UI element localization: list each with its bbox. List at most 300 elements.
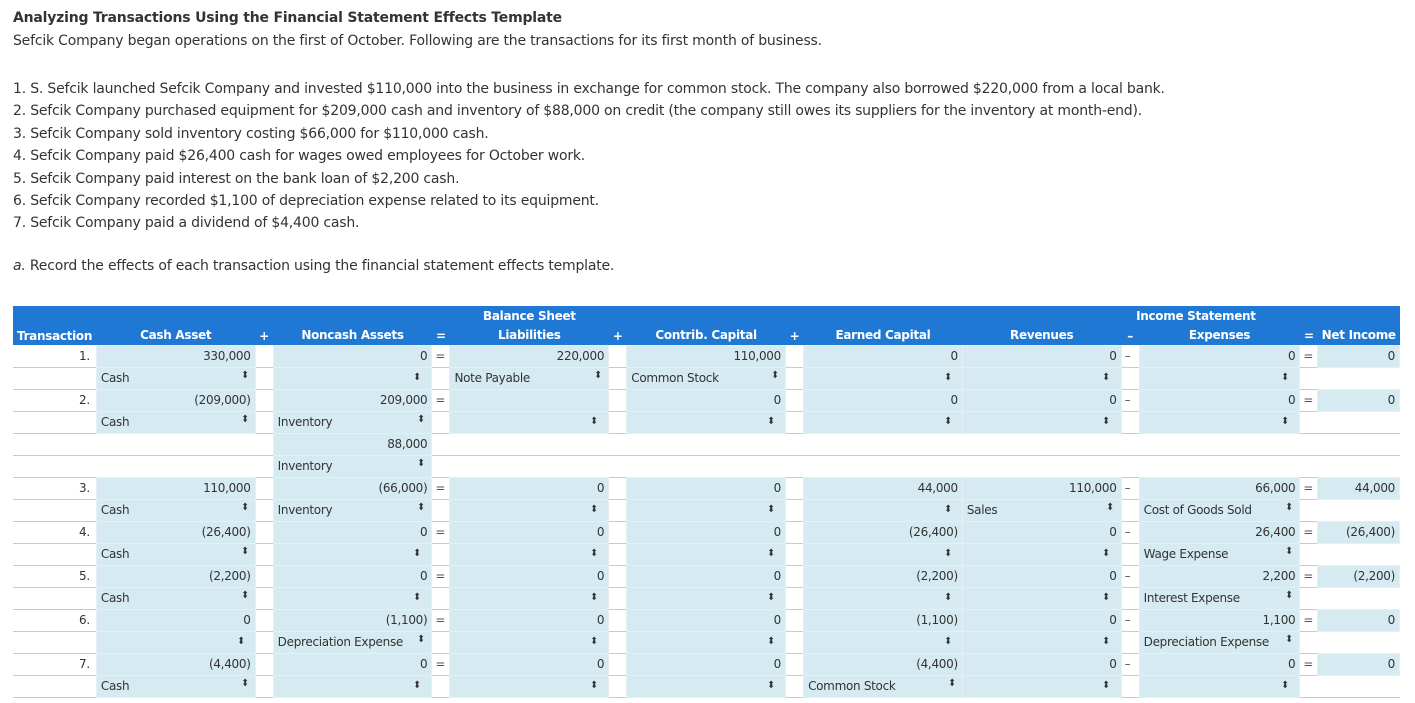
- revenues-account-select[interactable]: [962, 367, 1121, 389]
- stepper-icon[interactable]: ⬍: [1285, 546, 1293, 557]
- liabilities-input[interactable]: 0: [450, 565, 609, 587]
- net-income-input[interactable]: 0: [1318, 653, 1400, 675]
- spacer: [785, 521, 803, 543]
- liabilities-account-select[interactable]: [450, 587, 609, 609]
- cash-account-select[interactable]: [96, 411, 255, 433]
- net-income-input[interactable]: 0: [1318, 345, 1400, 367]
- transaction-number: 3.: [79, 481, 90, 495]
- stepper-icon[interactable]: ⬍: [1102, 416, 1111, 427]
- revenues-input[interactable]: 0: [962, 653, 1121, 675]
- instruction-text: Record the effects of each transaction using the financial statement effects template.: [25, 258, 615, 274]
- spacer: [1300, 543, 1318, 565]
- stepper-icon[interactable]: ⬍: [413, 680, 421, 691]
- spacer: [432, 587, 450, 609]
- account-label: Cash: [100, 371, 130, 385]
- revenues-input[interactable]: 110,000: [962, 477, 1121, 499]
- account-row: [13, 587, 1400, 609]
- revenues-input[interactable]: 0: [962, 389, 1121, 411]
- stepper-icon[interactable]: ⬍: [590, 548, 598, 559]
- stepper-icon[interactable]: ⬍: [590, 680, 598, 691]
- stepper-icon[interactable]: ⬍: [944, 592, 952, 603]
- account-label: Inventory: [277, 415, 333, 429]
- cash-asset-input[interactable]: (209,000): [96, 389, 255, 411]
- stepper-icon[interactable]: ⬍: [1281, 680, 1289, 691]
- expenses-account-select[interactable]: [1139, 675, 1300, 697]
- account-label: Note Payable: [454, 371, 530, 385]
- spacer: [255, 565, 273, 587]
- expenses-input[interactable]: 0: [1139, 389, 1300, 411]
- table-row: [13, 477, 1400, 499]
- account-label: Cash: [100, 415, 130, 429]
- contrib-account-select[interactable]: [627, 411, 786, 433]
- account-label: Common Stock: [631, 371, 719, 385]
- col-contrib-capital: Contrib. Capital: [627, 326, 786, 345]
- spacer: [609, 499, 627, 521]
- spacer: [609, 345, 627, 367]
- noncash-account-select[interactable]: [273, 411, 432, 433]
- liabilities-account-select[interactable]: [450, 367, 609, 389]
- earned-account-select[interactable]: [804, 587, 963, 609]
- equals-sign: =: [435, 393, 446, 407]
- spacer: [1300, 455, 1318, 477]
- contrib-account-select[interactable]: [627, 587, 786, 609]
- liabilities-account-select[interactable]: [450, 411, 609, 433]
- noncash-account-select[interactable]: [273, 499, 432, 521]
- spacer: [255, 455, 273, 477]
- spacer: [1121, 587, 1139, 609]
- earned-account-select[interactable]: [804, 675, 963, 697]
- spacer: [432, 367, 450, 389]
- spacer: [255, 609, 273, 631]
- minus-sign: –: [1124, 657, 1131, 671]
- col-cash-asset: Cash Asset: [96, 326, 255, 345]
- noncash-assets-input[interactable]: 0: [273, 565, 432, 587]
- spacer: [1318, 631, 1400, 653]
- cash-account-select[interactable]: [96, 587, 255, 609]
- stepper-icon[interactable]: ⬍: [417, 634, 425, 645]
- account-label: Cash: [100, 679, 130, 693]
- stepper-icon[interactable]: ⬍: [1106, 502, 1115, 513]
- transaction-item: 4. Sefcik Company paid $26,400 cash for wages owed employees for October work.: [13, 148, 586, 165]
- stepper-icon[interactable]: ⬍: [1102, 680, 1111, 691]
- stepper-icon[interactable]: ⬍: [1285, 502, 1293, 513]
- minus-sign: –: [1124, 481, 1131, 495]
- revenues-account-select[interactable]: [962, 675, 1121, 697]
- liabilities-account-select[interactable]: [450, 675, 609, 697]
- contrib-account-select[interactable]: [627, 367, 786, 389]
- spacer: [785, 477, 803, 499]
- stepper-icon[interactable]: ⬍: [240, 370, 249, 381]
- noncash-assets-input[interactable]: 0: [273, 345, 432, 367]
- spacer: [609, 389, 627, 411]
- liabilities-account-select[interactable]: [450, 543, 609, 565]
- expenses-input[interactable]: 0: [1139, 653, 1300, 675]
- transaction-item: 1. S. Sefcik launched Sefcik Company and invested $110,000 into the business in exchange for common stock. The company also borrowed $220,000 from a local bank.: [13, 81, 1165, 97]
- table-row: [13, 521, 1400, 543]
- expenses-account-select[interactable]: [1139, 587, 1300, 609]
- spacer: [432, 455, 450, 477]
- revenues-input[interactable]: 0: [962, 609, 1121, 631]
- stepper-icon[interactable]: ⬍: [767, 416, 775, 427]
- spacer: [255, 367, 273, 389]
- stepper-icon[interactable]: ⬍: [1102, 548, 1111, 559]
- spacer: [785, 675, 803, 697]
- equals-sign: =: [1303, 525, 1314, 539]
- spacer: [1300, 367, 1318, 389]
- col-net-income: Net Income: [1318, 326, 1400, 345]
- transaction-item: 5. Sefcik Company paid interest on the bank loan of $2,200 cash.: [13, 170, 460, 187]
- spacer: [96, 433, 255, 455]
- liabilities-input[interactable]: 0: [450, 609, 609, 631]
- contrib-capital-input[interactable]: 0: [627, 389, 786, 411]
- spacer: [609, 477, 627, 499]
- cash-asset-input[interactable]: 110,000: [96, 477, 255, 499]
- liabilities-account-select[interactable]: [450, 499, 609, 521]
- stepper-icon[interactable]: ⬍: [767, 636, 775, 647]
- spacer: [785, 389, 803, 411]
- contrib-account-select[interactable]: [627, 631, 786, 653]
- spacer: [785, 609, 803, 631]
- cash-account-select[interactable]: [96, 543, 255, 565]
- cash-account-select[interactable]: [96, 675, 255, 697]
- earned-capital-input[interactable]: (4,400): [804, 653, 963, 675]
- contrib-capital-input[interactable]: 0: [627, 521, 786, 543]
- contrib-capital-input[interactable]: 0: [627, 477, 786, 499]
- stepper-icon[interactable]: ⬍: [944, 504, 952, 515]
- spacer: [1300, 675, 1318, 697]
- spacer: [1121, 455, 1139, 477]
- transaction-number: 2.: [79, 393, 90, 407]
- spacer: [432, 499, 450, 521]
- account-row: [13, 631, 1400, 653]
- minus-sign: –: [1124, 348, 1131, 363]
- noncash-assets-input[interactable]: (1,100): [273, 609, 432, 631]
- stepper-icon[interactable]: ⬍: [240, 590, 249, 601]
- revenues-input[interactable]: 0: [962, 345, 1121, 367]
- cash-asset-input[interactable]: 330,000: [96, 345, 255, 367]
- revenues-account-select[interactable]: [962, 631, 1121, 653]
- transaction-number: 7.: [79, 657, 90, 671]
- stepper-icon[interactable]: ⬍: [1102, 636, 1111, 647]
- account-label: Cash: [100, 591, 130, 605]
- spacer: [785, 631, 803, 653]
- spacer: [255, 345, 273, 367]
- spacer: [1318, 411, 1400, 433]
- liabilities-input[interactable]: 0: [450, 653, 609, 675]
- spacer: [1318, 587, 1400, 609]
- noncash-account-select[interactable]: [273, 675, 432, 697]
- spacer: [785, 455, 803, 477]
- table-body: [13, 345, 1400, 697]
- spacer: [609, 433, 627, 455]
- spacer: [1121, 433, 1139, 455]
- spacer: [1300, 631, 1318, 653]
- spacer: [450, 433, 609, 455]
- stepper-icon[interactable]: ⬍: [236, 636, 245, 647]
- stepper-icon[interactable]: ⬍: [1281, 416, 1289, 427]
- spacer: [13, 411, 96, 433]
- table-row: [13, 345, 1400, 367]
- spacer: [432, 675, 450, 697]
- spacer: [13, 631, 96, 653]
- earned-capital-input[interactable]: 0: [804, 389, 963, 411]
- spacer: [96, 455, 255, 477]
- contrib-capital-input[interactable]: 0: [627, 609, 786, 631]
- account-label: Common Stock: [808, 679, 896, 693]
- equals-sign: =: [435, 348, 446, 363]
- revenues-input[interactable]: 0: [962, 565, 1121, 587]
- spacer: [962, 455, 1121, 477]
- spacer: [432, 543, 450, 565]
- expenses-input[interactable]: 26,400: [1139, 521, 1300, 543]
- account-label: Sales: [966, 503, 998, 517]
- stepper-icon[interactable]: ⬍: [1281, 372, 1289, 383]
- stepper-icon[interactable]: ⬍: [417, 414, 425, 425]
- account-row: [13, 543, 1400, 565]
- spacer: [255, 675, 273, 697]
- noncash-assets-input[interactable]: 0: [273, 521, 432, 543]
- account-label: Depreciation Expense: [277, 635, 403, 649]
- noncash-account-select[interactable]: [273, 543, 432, 565]
- stepper-icon[interactable]: ⬍: [1285, 590, 1293, 601]
- col-expenses: Expenses: [1139, 326, 1300, 345]
- spacer: [1300, 499, 1318, 521]
- spacer: [255, 521, 273, 543]
- spacer: [1300, 587, 1318, 609]
- table-row: [13, 609, 1400, 631]
- spacer: [609, 367, 627, 389]
- col-equals: =: [432, 326, 450, 345]
- spacer: [785, 367, 803, 389]
- spacer: [13, 367, 96, 389]
- spacer: [785, 345, 803, 367]
- account-row: [13, 367, 1400, 389]
- cash-account-select[interactable]: [96, 367, 255, 389]
- spacer: [1318, 543, 1400, 565]
- noncash-account-select[interactable]: [273, 587, 432, 609]
- stepper-icon[interactable]: ⬍: [767, 504, 775, 515]
- contrib-capital-input[interactable]: 0: [627, 565, 786, 587]
- spacer: [1300, 433, 1318, 455]
- col-liabilities: Liabilities: [450, 326, 609, 345]
- stepper-icon[interactable]: ⬍: [1285, 634, 1293, 645]
- spacer: [609, 521, 627, 543]
- noncash-account-select[interactable]: [273, 367, 432, 389]
- account-label: Cash: [100, 503, 130, 517]
- expenses-account-select[interactable]: [1139, 411, 1300, 433]
- spacer: [255, 499, 273, 521]
- stepper-icon[interactable]: ⬍: [413, 372, 421, 383]
- instruction-letter: a.: [13, 258, 26, 274]
- stepper-icon[interactable]: ⬍: [240, 678, 249, 689]
- revenues-input[interactable]: 0: [962, 521, 1121, 543]
- liabilities-input[interactable]: 0: [450, 521, 609, 543]
- spacer: [962, 433, 1121, 455]
- expenses-account-select[interactable]: [1139, 499, 1300, 521]
- stepper-icon[interactable]: ⬍: [944, 372, 952, 383]
- stepper-icon[interactable]: ⬍: [590, 636, 598, 647]
- expenses-account-select[interactable]: [1139, 367, 1300, 389]
- spacer: [1318, 499, 1400, 521]
- earned-account-select[interactable]: [804, 631, 963, 653]
- spacer: [609, 565, 627, 587]
- net-income-input[interactable]: 0: [1318, 609, 1400, 631]
- contrib-account-select[interactable]: [627, 499, 786, 521]
- stepper-icon[interactable]: ⬍: [1102, 372, 1111, 383]
- revenues-account-select[interactable]: [962, 543, 1121, 565]
- spacer: [1121, 675, 1139, 697]
- noncash-account-select[interactable]: [273, 455, 432, 477]
- earned-account-select[interactable]: [804, 543, 963, 565]
- col-equals: =: [1300, 326, 1318, 345]
- minus-sign: –: [1124, 393, 1131, 407]
- spacer: [785, 433, 803, 455]
- revenues-account-select[interactable]: [962, 587, 1121, 609]
- spacer: [13, 433, 96, 455]
- spacer: [785, 565, 803, 587]
- earned-capital-input[interactable]: (1,100): [804, 609, 963, 631]
- earned-capital-input[interactable]: 44,000: [804, 477, 963, 499]
- earned-account-select[interactable]: [804, 411, 963, 433]
- spacer: [1139, 433, 1300, 455]
- spacer: [1300, 411, 1318, 433]
- contrib-account-select[interactable]: [627, 675, 786, 697]
- equals-sign: =: [435, 569, 446, 583]
- col-earned-capital: Earned Capital: [804, 326, 963, 345]
- net-income-input[interactable]: 0: [1318, 389, 1400, 411]
- stepper-icon[interactable]: ⬍: [944, 416, 952, 427]
- transaction-item: 7. Sefcik Company paid a dividend of $4,400 cash.: [13, 215, 360, 232]
- spacer: [1139, 455, 1300, 477]
- net-income-input[interactable]: 44,000: [1318, 477, 1400, 499]
- account-label: Depreciation Expense: [1143, 635, 1269, 649]
- col-minus: –: [1121, 326, 1139, 345]
- net-income-input[interactable]: (26,400): [1318, 521, 1400, 543]
- account-label: Inventory: [277, 503, 333, 517]
- stepper-icon[interactable]: ⬍: [590, 592, 598, 603]
- cash-asset-input[interactable]: (2,200): [96, 565, 255, 587]
- noncash-assets-input[interactable]: 88,000: [273, 433, 432, 455]
- earned-capital-input[interactable]: (2,200): [804, 565, 963, 587]
- cash-asset-input[interactable]: 0: [96, 609, 255, 631]
- transaction-list: [13, 78, 1165, 235]
- net-income-input[interactable]: (2,200): [1318, 565, 1400, 587]
- income-statement-header: Income Statement: [962, 306, 1399, 326]
- earned-account-select[interactable]: [804, 499, 963, 521]
- liabilities-input[interactable]: [450, 389, 609, 411]
- stepper-icon[interactable]: ⬍: [771, 370, 779, 381]
- equals-sign: =: [1303, 393, 1314, 407]
- liabilities-input[interactable]: 0: [450, 477, 609, 499]
- stepper-icon[interactable]: ⬍: [944, 636, 952, 647]
- expenses-input[interactable]: 66,000: [1139, 477, 1300, 499]
- balance-sheet-header: Balance Sheet: [96, 306, 962, 326]
- cash-asset-input[interactable]: (26,400): [96, 521, 255, 543]
- spacer: [1318, 675, 1400, 697]
- spacer: [255, 477, 273, 499]
- stepper-icon[interactable]: ⬍: [417, 502, 425, 513]
- revenues-account-select[interactable]: [962, 411, 1121, 433]
- col-plus: +: [785, 326, 803, 345]
- noncash-assets-input[interactable]: 0: [273, 653, 432, 675]
- col-plus: +: [255, 326, 273, 345]
- stepper-icon[interactable]: ⬍: [1102, 592, 1111, 603]
- transaction-number: 5.: [79, 569, 90, 583]
- earned-capital-input[interactable]: 0: [804, 345, 963, 367]
- transaction-item: 6. Sefcik Company recorded $1,100 of depreciation expense related to its equipment.: [13, 193, 599, 210]
- spacer: [432, 433, 450, 455]
- stepper-icon[interactable]: ⬍: [767, 548, 775, 559]
- equals-sign: =: [435, 613, 446, 627]
- expenses-input[interactable]: 1,100: [1139, 609, 1300, 631]
- cash-account-select[interactable]: [96, 631, 255, 653]
- cash-account-select[interactable]: [96, 499, 255, 521]
- expenses-account-select[interactable]: [1139, 543, 1300, 565]
- spacer: [1121, 367, 1139, 389]
- spacer: [13, 675, 96, 697]
- cash-asset-input[interactable]: (4,400): [96, 653, 255, 675]
- fse-template-table: [13, 306, 1400, 698]
- spacer: [609, 587, 627, 609]
- expenses-input[interactable]: 0: [1139, 345, 1300, 367]
- spacer: [609, 411, 627, 433]
- stepper-icon[interactable]: ⬍: [948, 678, 956, 689]
- equals-sign: =: [1303, 348, 1314, 363]
- spacer: [1121, 631, 1139, 653]
- stepper-icon[interactable]: ⬍: [590, 416, 598, 427]
- stepper-icon[interactable]: ⬍: [240, 546, 249, 557]
- expenses-input[interactable]: 2,200: [1139, 565, 1300, 587]
- contrib-account-select[interactable]: [627, 543, 786, 565]
- spacer: [609, 653, 627, 675]
- stepper-icon[interactable]: ⬍: [413, 592, 421, 603]
- revenues-account-select[interactable]: [962, 499, 1121, 521]
- account-label: Inventory: [277, 459, 333, 473]
- spacer: [255, 433, 273, 455]
- stepper-icon[interactable]: ⬍: [594, 370, 602, 381]
- spacer: [450, 455, 609, 477]
- noncash-assets-input[interactable]: 209,000: [273, 389, 432, 411]
- contrib-capital-input[interactable]: 0: [627, 653, 786, 675]
- spacer: [1318, 455, 1400, 477]
- stepper-icon[interactable]: ⬍: [240, 502, 249, 513]
- noncash-account-select[interactable]: [273, 631, 432, 653]
- page-subtitle: Sefcik Company began operations on the first of October. Following are the transactions for its first month of business.: [13, 33, 822, 49]
- stepper-icon[interactable]: ⬍: [590, 504, 598, 515]
- spacer: [255, 411, 273, 433]
- noncash-assets-input[interactable]: (66,000): [273, 477, 432, 499]
- table-row: [13, 565, 1400, 587]
- stepper-icon[interactable]: ⬍: [767, 680, 775, 691]
- account-row: [13, 499, 1400, 521]
- col-transaction: Transaction: [13, 326, 96, 345]
- expenses-account-select[interactable]: [1139, 631, 1300, 653]
- spacer: [627, 433, 786, 455]
- stepper-icon[interactable]: ⬍: [944, 548, 952, 559]
- equals-sign: =: [1303, 657, 1314, 671]
- stepper-icon[interactable]: ⬍: [417, 458, 425, 469]
- liabilities-input[interactable]: 220,000: [450, 345, 609, 367]
- stepper-icon[interactable]: ⬍: [413, 548, 421, 559]
- contrib-capital-input[interactable]: 110,000: [627, 345, 786, 367]
- earned-capital-input[interactable]: (26,400): [804, 521, 963, 543]
- stepper-icon[interactable]: ⬍: [767, 592, 775, 603]
- earned-account-select[interactable]: [804, 367, 963, 389]
- spacer: [785, 587, 803, 609]
- stepper-icon[interactable]: ⬍: [240, 414, 249, 425]
- liabilities-account-select[interactable]: [450, 631, 609, 653]
- spacer: [255, 389, 273, 411]
